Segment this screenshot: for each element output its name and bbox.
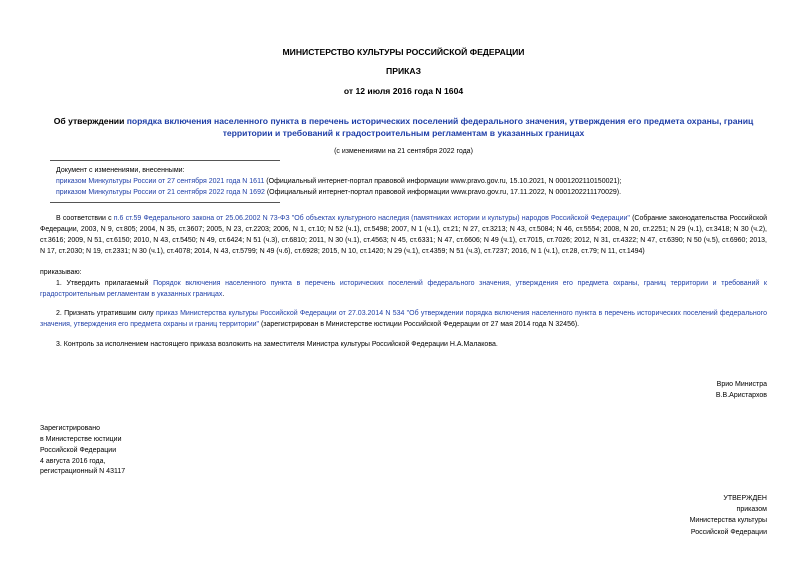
item-2: [40, 309, 767, 331]
ministry-heading: МИНИСТЕРСТВО КУЛЬТУРЫ РОССИЙСКОЙ ФЕДЕРАЦИИ: [282, 47, 525, 57]
change-text-1: (Официальный интернет-портал правовой информации www.pravo.gov.ru, 15.10.2021, N 0001202110150021);: [264, 177, 622, 185]
item-2-pre: 2. Признать утратившим силу: [56, 310, 156, 317]
divider-bottom: [50, 202, 280, 203]
doc-type-heading: ПРИКАЗ: [386, 66, 421, 76]
change-text-2: (Официальный интернет-портал правовой информации www.pravo.gov.ru, 17.11.2022, N 0001202211170029).: [264, 188, 622, 196]
title-prefix: Об утверждении: [53, 116, 127, 126]
signature-block: [716, 380, 767, 402]
approved-line: приказом: [736, 506, 767, 514]
preamble-pre: В соответствии с: [56, 215, 114, 222]
change-link-2[interactable]: приказом Минкультуры России от 21 сентября 2022 года N 1692: [56, 188, 265, 196]
document-title: [40, 115, 767, 140]
order-word: приказываю:: [40, 269, 82, 276]
item-1-post: .: [222, 290, 225, 298]
change-item: [56, 177, 776, 188]
item-1: [40, 279, 767, 301]
change-link-1[interactable]: приказом Минкультуры России от 27 сентября 2021 года N 1611: [56, 177, 265, 185]
repealed-order-link[interactable]: приказ Министерства культуры Российской Федерации от 27.03.2014 N 534 "Об утверждении порядка включения населенного пункта в перечень исторических поселений федерального значения, утверждения его предмета охраны и границ территории": [40, 310, 767, 328]
preamble-post: (Собрание законодательства Российской Федерации, 2003, N 9, ст.805; 2004, N 35, ст.3607; 2005, N 23, ст.2203; 2006, N 1, ст.10; N 52 (ч.1), ст.5498; 2007, N 1 (ч.1), ст.21; N 27, ст.3213; N 43, ст.5084; N 46, ст.5554; 2008, N 20, ст.2251; N 29 (ч.1), ст.3418; N 30 (ч.2), ст.3616; 2009, N 51, ст.6150; 2010, N 43, ст.5450; N 49, ст.6424; N 51 (ч.3), ст.6810; 2011, N 30 (ч.1), ст.4563; N 45, ст.6331; N 47, ст.6606; N 49 (ч.1), ст.7015, ст.7026; 2012, N 31, ст.4322; N 47, ст.6390; N 50 (ч.5), ст.6960; 2013, N 17, ст.2030; N 19, ст.2331; N 30 (ч.1), ст.4078; 2014, N 43, ст.5799; N 49 (ч.6), ст.6928; 2015, N 10, ст.1420; N 29 (ч.1), ст.4359; N 51 (ч.3), ст.7237; 2016, N 1 (ч.1), ст.28, ст.79; N 11, ст.1494): [40, 215, 768, 255]
registration-line: Российской Федерации: [40, 446, 117, 454]
procedure-link[interactable]: Порядок включения населенного пункта в перечень исторических поселений федерального значения, утверждения его предмета охраны, границ территории и требований к градостроительным регламентам в указанных границах: [40, 280, 767, 298]
registration-line: в Министерстве юстиции: [40, 435, 122, 443]
changes-block: [56, 166, 776, 199]
divider-top: [50, 160, 280, 161]
title-link[interactable]: порядка включения населенного пункта в перечень исторических поселений федерального значения, утверждения его предмета охраны, границ территории и требований к градостроительным регламентам в указанных границах: [126, 116, 754, 139]
registration-line: регистрационный N 43117: [40, 468, 126, 476]
approved-line: Министерства культуры: [689, 517, 767, 525]
approved-block: [690, 493, 767, 538]
document-subtitle: (с изменениями на 21 сентября 2022 года): [334, 148, 473, 155]
item-3: 3. Контроль за исполнением настоящего приказа возложить на заместителя Министра культуры Российской Федерации Н.А.Малакова.: [56, 341, 498, 348]
item-2-post: (зарегистрирован в Министерстве юстиции Российской Федерации от 27 мая 2014 года N 32456).: [259, 320, 580, 328]
date-number-heading: от 12 июля 2016 года N 1604: [343, 86, 464, 96]
change-item: [56, 188, 776, 199]
registration-block: [40, 424, 125, 478]
signature-name: В.В.Аристархов: [715, 391, 767, 399]
approved-line: Российской Федерации: [690, 528, 767, 536]
approved-line: УТВЕРЖДЕН: [723, 495, 767, 502]
registration-line: Зарегистрировано: [40, 425, 100, 432]
law-link[interactable]: п.6 ст.59 Федерального закона от 25.06.2002 N 73-ФЗ "Об объектах культурного наследия (памятниках истории и культуры) народов Российской Федерации": [113, 215, 630, 222]
signature-role: Врио Министра: [716, 381, 767, 388]
preamble-paragraph: [40, 214, 767, 257]
registration-line: 4 августа 2016 года,: [40, 457, 106, 465]
changes-intro: Документ с изменениями, внесенными:: [56, 167, 185, 174]
item-1-pre: 1. Утвердить прилагаемый: [56, 280, 154, 287]
